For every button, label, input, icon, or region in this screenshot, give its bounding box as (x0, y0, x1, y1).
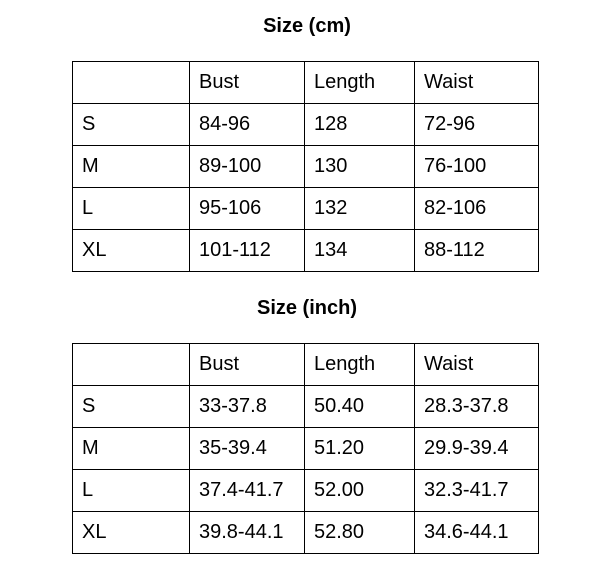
size-label-cell: L (73, 188, 190, 230)
length-cell: 52.80 (305, 512, 415, 554)
length-cell: 128 (305, 104, 415, 146)
header-cell-waist: Waist (415, 62, 539, 104)
bust-cell: 35-39.4 (190, 428, 305, 470)
size-label-cell: XL (73, 512, 190, 554)
table-row (73, 512, 539, 554)
size-label-cell: S (73, 104, 190, 146)
table-row (73, 230, 539, 272)
table-row (73, 428, 539, 470)
size-label-cell: XL (73, 230, 190, 272)
waist-cell: 76-100 (415, 146, 539, 188)
waist-cell: 28.3-37.8 (415, 386, 539, 428)
header-cell-length: Length (305, 62, 415, 104)
header-cell-corner (73, 62, 190, 104)
bust-cell: 95-106 (190, 188, 305, 230)
bust-cell: 101-112 (190, 230, 305, 272)
table-title-cm: Size (cm) (263, 15, 351, 37)
table-row (73, 470, 539, 512)
table-row (73, 386, 539, 428)
waist-cell: 88-112 (415, 230, 539, 272)
waist-cell: 72-96 (415, 104, 539, 146)
header-cell-length: Length (305, 344, 415, 386)
size-table-cm (72, 61, 539, 272)
bust-cell: 84-96 (190, 104, 305, 146)
waist-cell: 29.9-39.4 (415, 428, 539, 470)
size-label-cell: L (73, 470, 190, 512)
waist-cell: 32.3-41.7 (415, 470, 539, 512)
waist-cell: 82-106 (415, 188, 539, 230)
length-cell: 130 (305, 146, 415, 188)
bust-cell: 39.8-44.1 (190, 512, 305, 554)
bust-cell: 89-100 (190, 146, 305, 188)
header-cell-waist: Waist (415, 344, 539, 386)
size-table-inch (72, 343, 539, 554)
table-row (73, 146, 539, 188)
header-cell-bust: Bust (190, 344, 305, 386)
length-cell: 50.40 (305, 386, 415, 428)
size-label-cell: M (73, 428, 190, 470)
table-title-inch: Size (inch) (256, 297, 357, 319)
bust-cell: 37.4-41.7 (190, 470, 305, 512)
header-row (73, 344, 539, 386)
header-row (73, 62, 539, 104)
header-cell-corner (73, 344, 190, 386)
bust-cell: 33-37.8 (190, 386, 305, 428)
length-cell: 132 (305, 188, 415, 230)
length-cell: 52.00 (305, 470, 415, 512)
table-row (73, 188, 539, 230)
waist-cell: 34.6-44.1 (415, 512, 539, 554)
length-cell: 134 (305, 230, 415, 272)
header-cell-bust: Bust (190, 62, 305, 104)
size-label-cell: M (73, 146, 190, 188)
size-label-cell: S (73, 386, 190, 428)
table-row (73, 104, 539, 146)
length-cell: 51.20 (305, 428, 415, 470)
